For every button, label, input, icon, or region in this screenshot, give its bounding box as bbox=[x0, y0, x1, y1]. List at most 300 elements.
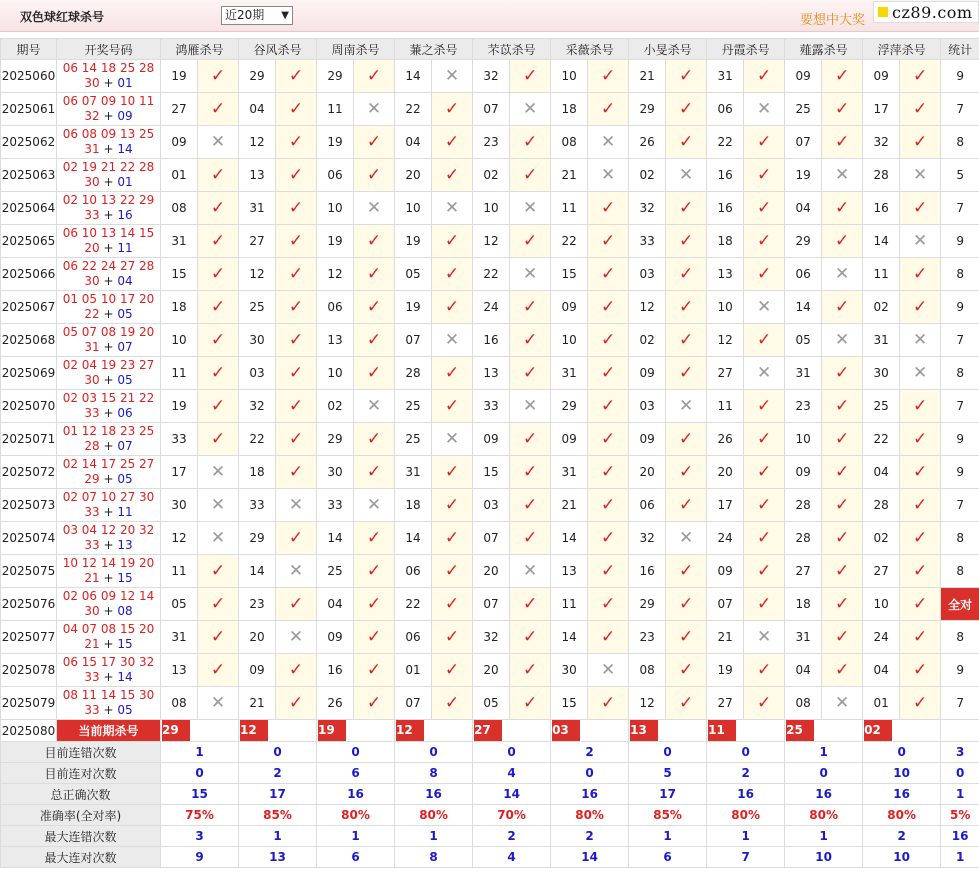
stat-value: 8 bbox=[395, 847, 473, 868]
check-icon: ✓ bbox=[432, 687, 473, 720]
kill-number-cell: 06 bbox=[317, 159, 354, 192]
kill-number-cell: 18 bbox=[785, 588, 822, 621]
check-icon: ✓ bbox=[198, 588, 239, 621]
stat-value: 10 bbox=[785, 847, 863, 868]
stat-value: 2 bbox=[239, 763, 317, 784]
plus-sign: + bbox=[99, 241, 118, 255]
red-balls-line: 06 07 09 10 11 bbox=[62, 94, 155, 108]
check-icon: ✓ bbox=[588, 291, 629, 324]
check-icon: ✓ bbox=[744, 522, 785, 555]
issue-cell: 2025062 bbox=[1, 126, 57, 159]
check-icon: ✓ bbox=[588, 423, 629, 456]
kill-number-cell: 07 bbox=[473, 588, 510, 621]
col-header-expert: 采薇杀号 bbox=[551, 39, 629, 60]
stat-value: 1 bbox=[161, 742, 239, 763]
check-icon: ✓ bbox=[588, 489, 629, 522]
cross-icon: ✕ bbox=[354, 192, 395, 225]
cross-icon: ✕ bbox=[198, 456, 239, 489]
kill-number-cell: 32 bbox=[239, 390, 276, 423]
check-icon: ✓ bbox=[510, 126, 551, 159]
check-icon: ✓ bbox=[198, 357, 239, 390]
draw-numbers-cell bbox=[57, 489, 161, 522]
check-icon: ✓ bbox=[510, 522, 551, 555]
check-icon: ✓ bbox=[432, 291, 473, 324]
kill-number-cell: 11 bbox=[551, 588, 588, 621]
kill-number-cell: 02 bbox=[629, 159, 666, 192]
check-icon: ✓ bbox=[822, 291, 863, 324]
period-select[interactable] bbox=[221, 6, 293, 25]
kill-number-cell: 25 bbox=[317, 555, 354, 588]
red-ball-last: 21 bbox=[84, 637, 100, 651]
kill-number-cell: 09 bbox=[161, 126, 198, 159]
kill-number-cell: 01 bbox=[863, 687, 900, 720]
kill-number-cell: 33 bbox=[239, 489, 276, 522]
check-icon: ✓ bbox=[432, 588, 473, 621]
check-icon: ✓ bbox=[822, 126, 863, 159]
kill-number-cell: 21 bbox=[629, 60, 666, 93]
issue-cell: 2025060 bbox=[1, 60, 57, 93]
draw-numbers-cell bbox=[57, 522, 161, 555]
red-ball-last: 30 bbox=[84, 274, 100, 288]
check-icon: ✓ bbox=[900, 423, 941, 456]
check-icon: ✓ bbox=[276, 192, 317, 225]
table-row bbox=[1, 489, 979, 522]
red-blue-line bbox=[57, 571, 160, 586]
check-icon: ✓ bbox=[744, 555, 785, 588]
check-icon: ✓ bbox=[354, 225, 395, 258]
kill-number-cell: 10 bbox=[161, 324, 198, 357]
cross-icon: ✕ bbox=[744, 621, 785, 654]
issue-cell: 2025065 bbox=[1, 225, 57, 258]
stat-row bbox=[1, 805, 979, 826]
kill-number-cell: 15 bbox=[551, 687, 588, 720]
stat-value: 6 bbox=[317, 847, 395, 868]
check-icon: ✓ bbox=[432, 93, 473, 126]
kill-number-cell: 13 bbox=[161, 654, 198, 687]
check-icon: ✓ bbox=[900, 621, 941, 654]
blue-ball: 05 bbox=[117, 703, 133, 717]
issue-cell: 2025061 bbox=[1, 93, 57, 126]
check-icon: ✓ bbox=[588, 522, 629, 555]
issue-cell: 2025071 bbox=[1, 423, 57, 456]
table-row bbox=[1, 60, 979, 93]
stat-value: 1 bbox=[941, 784, 979, 805]
stat-value: 1 bbox=[941, 847, 979, 868]
cross-icon: ✕ bbox=[432, 60, 473, 93]
plus-sign: + bbox=[99, 175, 118, 189]
check-icon: ✓ bbox=[588, 93, 629, 126]
red-ball-last: 32 bbox=[84, 109, 100, 123]
stat-value: 80% bbox=[551, 805, 629, 826]
kill-number-cell: 13 bbox=[707, 258, 744, 291]
cross-icon: ✕ bbox=[744, 93, 785, 126]
check-icon: ✓ bbox=[822, 390, 863, 423]
col-header-expert: 小旻杀号 bbox=[629, 39, 707, 60]
kill-number-cell: 03 bbox=[239, 357, 276, 390]
red-ball-last: 30 bbox=[84, 373, 100, 387]
kill-number-cell: 19 bbox=[785, 159, 822, 192]
kill-number-cell: 18 bbox=[551, 93, 588, 126]
kill-number-cell: 09 bbox=[707, 555, 744, 588]
kill-number-cell: 28 bbox=[785, 522, 822, 555]
check-icon: ✓ bbox=[510, 225, 551, 258]
kill-number-cell: 30 bbox=[863, 357, 900, 390]
check-icon: ✓ bbox=[432, 654, 473, 687]
header-row bbox=[1, 39, 979, 60]
red-blue-line bbox=[57, 406, 160, 421]
kill-number-cell: 20 bbox=[707, 456, 744, 489]
kill-number-cell: 07 bbox=[707, 588, 744, 621]
check-icon: ✓ bbox=[666, 687, 707, 720]
stat-value: 17 bbox=[629, 784, 707, 805]
draw-numbers-cell bbox=[57, 291, 161, 324]
check-icon: ✓ bbox=[666, 621, 707, 654]
kill-number-cell: 12 bbox=[629, 291, 666, 324]
red-balls-line: 01 12 18 23 25 bbox=[62, 424, 155, 438]
kill-number-cell: 07 bbox=[395, 687, 432, 720]
table-row bbox=[1, 126, 979, 159]
kill-number-cell: 29 bbox=[317, 60, 354, 93]
red-balls-line: 06 08 09 13 25 bbox=[62, 127, 155, 141]
kill-number-cell: 08 bbox=[629, 654, 666, 687]
current-kill-cell bbox=[317, 720, 395, 742]
kill-number-cell: 24 bbox=[863, 621, 900, 654]
site-logo[interactable] bbox=[873, 1, 979, 23]
kill-number-cell: 16 bbox=[707, 159, 744, 192]
plus-sign: + bbox=[99, 340, 118, 354]
correct-count-cell: 9 bbox=[941, 423, 979, 456]
kill-number-cell: 20 bbox=[473, 555, 510, 588]
all-correct-badge: 全对 bbox=[941, 588, 979, 621]
cross-icon: ✕ bbox=[432, 423, 473, 456]
stat-label: 最大连对次数 bbox=[1, 847, 161, 868]
kill-number-cell: 16 bbox=[863, 192, 900, 225]
check-icon: ✓ bbox=[666, 225, 707, 258]
check-icon: ✓ bbox=[588, 456, 629, 489]
red-blue-line bbox=[57, 274, 160, 289]
blue-ball: 07 bbox=[117, 439, 133, 453]
kill-number-cell: 12 bbox=[629, 687, 666, 720]
check-icon: ✓ bbox=[198, 390, 239, 423]
draw-numbers-cell bbox=[57, 390, 161, 423]
plus-sign: + bbox=[99, 571, 118, 585]
kill-number-cell: 19 bbox=[161, 60, 198, 93]
table-row bbox=[1, 654, 979, 687]
check-icon: ✓ bbox=[510, 654, 551, 687]
kill-number-cell: 01 bbox=[395, 654, 432, 687]
kill-number-cell: 12 bbox=[473, 225, 510, 258]
logo-square-icon bbox=[878, 7, 888, 17]
draw-numbers-cell bbox=[57, 258, 161, 291]
logo-text: cz89.com bbox=[892, 3, 973, 22]
draw-numbers-cell bbox=[57, 456, 161, 489]
col-header-expert: 周南杀号 bbox=[317, 39, 395, 60]
stat-value: 2 bbox=[863, 826, 941, 847]
check-icon: ✓ bbox=[354, 621, 395, 654]
red-balls-line: 03 04 12 20 32 bbox=[62, 523, 155, 537]
check-icon: ✓ bbox=[666, 60, 707, 93]
check-icon: ✓ bbox=[900, 687, 941, 720]
stat-row bbox=[1, 742, 979, 763]
current-issue-cell: 2025080 bbox=[1, 720, 57, 742]
draw-numbers-cell bbox=[57, 555, 161, 588]
issue-cell: 2025063 bbox=[1, 159, 57, 192]
red-blue-line bbox=[57, 76, 160, 91]
kill-number-cell: 11 bbox=[317, 93, 354, 126]
kill-number-cell: 17 bbox=[707, 489, 744, 522]
check-icon: ✓ bbox=[354, 687, 395, 720]
current-kill-badge: 12 bbox=[240, 720, 268, 741]
kill-number-cell: 25 bbox=[785, 93, 822, 126]
cross-icon: ✕ bbox=[510, 555, 551, 588]
check-icon: ✓ bbox=[510, 621, 551, 654]
kill-number-cell: 04 bbox=[785, 654, 822, 687]
col-header-expert: 蒹之杀号 bbox=[395, 39, 473, 60]
cross-icon: ✕ bbox=[354, 390, 395, 423]
draw-numbers-cell bbox=[57, 324, 161, 357]
check-icon: ✓ bbox=[822, 93, 863, 126]
kill-number-cell: 19 bbox=[707, 654, 744, 687]
check-icon: ✓ bbox=[822, 357, 863, 390]
check-icon: ✓ bbox=[900, 555, 941, 588]
check-icon: ✓ bbox=[432, 489, 473, 522]
stat-value: 16 bbox=[785, 784, 863, 805]
blue-ball: 01 bbox=[117, 76, 133, 90]
kill-number-cell: 12 bbox=[161, 522, 198, 555]
kill-number-cell: 16 bbox=[707, 192, 744, 225]
kill-number-cell: 06 bbox=[785, 258, 822, 291]
cross-icon: ✕ bbox=[198, 522, 239, 555]
stat-value: 0 bbox=[239, 742, 317, 763]
kill-number-cell: 21 bbox=[707, 621, 744, 654]
cross-icon: ✕ bbox=[744, 357, 785, 390]
kill-number-cell: 11 bbox=[863, 258, 900, 291]
stat-value: 16 bbox=[941, 826, 979, 847]
kill-number-cell: 25 bbox=[239, 291, 276, 324]
stat-value: 16 bbox=[395, 784, 473, 805]
red-balls-line: 08 11 14 15 30 bbox=[62, 688, 155, 702]
blue-ball: 05 bbox=[117, 472, 133, 486]
correct-count-cell: 7 bbox=[941, 324, 979, 357]
stat-value: 80% bbox=[395, 805, 473, 826]
check-icon: ✓ bbox=[822, 192, 863, 225]
stat-value: 2 bbox=[551, 742, 629, 763]
stat-value: 0 bbox=[629, 742, 707, 763]
correct-count-cell: 8 bbox=[941, 522, 979, 555]
check-icon: ✓ bbox=[276, 390, 317, 423]
table-row bbox=[1, 93, 979, 126]
check-icon: ✓ bbox=[276, 258, 317, 291]
current-kill-cell bbox=[707, 720, 785, 742]
kill-number-cell: 22 bbox=[239, 423, 276, 456]
stat-row bbox=[1, 847, 979, 868]
red-balls-line: 06 14 18 25 28 bbox=[62, 61, 155, 75]
red-blue-line bbox=[57, 241, 160, 256]
kill-number-cell: 20 bbox=[473, 654, 510, 687]
plus-sign: + bbox=[99, 142, 118, 156]
cross-icon: ✕ bbox=[354, 489, 395, 522]
check-icon: ✓ bbox=[198, 555, 239, 588]
kill-number-cell: 33 bbox=[473, 390, 510, 423]
stat-value: 6 bbox=[629, 847, 707, 868]
table-row bbox=[1, 687, 979, 720]
cross-icon: ✕ bbox=[510, 390, 551, 423]
current-kill-badge: 11 bbox=[708, 720, 736, 741]
check-icon: ✓ bbox=[198, 258, 239, 291]
check-icon: ✓ bbox=[432, 456, 473, 489]
kill-number-cell: 03 bbox=[473, 489, 510, 522]
correct-count-cell: 8 bbox=[941, 357, 979, 390]
check-icon: ✓ bbox=[354, 291, 395, 324]
kill-number-cell: 09 bbox=[473, 423, 510, 456]
cross-icon: ✕ bbox=[354, 93, 395, 126]
red-ball-last: 33 bbox=[84, 670, 100, 684]
table-row bbox=[1, 522, 979, 555]
kill-number-cell: 23 bbox=[239, 588, 276, 621]
correct-count-cell: 8 bbox=[941, 555, 979, 588]
current-kill-badge: 19 bbox=[318, 720, 346, 741]
stat-value: 70% bbox=[473, 805, 551, 826]
stat-value: 14 bbox=[551, 847, 629, 868]
check-icon: ✓ bbox=[666, 291, 707, 324]
check-icon: ✓ bbox=[900, 654, 941, 687]
check-icon: ✓ bbox=[510, 357, 551, 390]
kill-number-cell: 10 bbox=[317, 357, 354, 390]
draw-numbers-cell bbox=[57, 159, 161, 192]
red-ball-last: 33 bbox=[84, 406, 100, 420]
kill-number-cell: 14 bbox=[395, 522, 432, 555]
kill-number-cell: 19 bbox=[395, 225, 432, 258]
kill-number-cell: 16 bbox=[629, 555, 666, 588]
stat-value: 0 bbox=[317, 742, 395, 763]
red-balls-line: 04 07 08 15 20 bbox=[62, 622, 155, 636]
stat-value: 14 bbox=[473, 784, 551, 805]
blue-ball: 07 bbox=[117, 340, 133, 354]
draw-numbers-cell bbox=[57, 588, 161, 621]
stat-label: 准确率(全对率) bbox=[1, 805, 161, 826]
red-balls-line: 02 03 15 21 22 bbox=[62, 391, 155, 405]
red-blue-line bbox=[57, 373, 160, 388]
kill-number-cell: 27 bbox=[707, 357, 744, 390]
red-blue-line bbox=[57, 208, 160, 223]
check-icon: ✓ bbox=[276, 126, 317, 159]
kill-number-cell: 31 bbox=[395, 456, 432, 489]
check-icon: ✓ bbox=[510, 159, 551, 192]
kill-number-cell: 19 bbox=[395, 291, 432, 324]
draw-numbers-cell bbox=[57, 126, 161, 159]
check-icon: ✓ bbox=[510, 324, 551, 357]
kill-number-cell: 31 bbox=[785, 357, 822, 390]
col-header-expert: 浮萍杀号 bbox=[863, 39, 941, 60]
check-icon: ✓ bbox=[666, 324, 707, 357]
kill-number-cell: 08 bbox=[161, 687, 198, 720]
col-header-expert: 丹霞杀号 bbox=[707, 39, 785, 60]
col-header-count: 统计 bbox=[941, 39, 979, 60]
red-ball-last: 33 bbox=[84, 538, 100, 552]
kill-number-cell: 05 bbox=[161, 588, 198, 621]
kill-number-cell: 23 bbox=[629, 621, 666, 654]
red-balls-line: 02 04 19 23 27 bbox=[62, 358, 155, 372]
check-icon: ✓ bbox=[666, 93, 707, 126]
stat-value: 1 bbox=[239, 826, 317, 847]
kill-number-cell: 22 bbox=[395, 588, 432, 621]
stat-value: 7 bbox=[707, 847, 785, 868]
check-icon: ✓ bbox=[276, 93, 317, 126]
kill-number-cell: 30 bbox=[161, 489, 198, 522]
cross-icon: ✕ bbox=[198, 126, 239, 159]
cross-icon: ✕ bbox=[666, 159, 707, 192]
red-blue-line bbox=[57, 175, 160, 190]
kill-number-cell: 32 bbox=[473, 60, 510, 93]
stat-value: 80% bbox=[863, 805, 941, 826]
kill-number-cell: 27 bbox=[161, 93, 198, 126]
red-balls-line: 01 05 10 17 20 bbox=[62, 292, 155, 306]
correct-count-cell: 7 bbox=[941, 489, 979, 522]
blue-ball: 06 bbox=[117, 406, 133, 420]
plus-sign: + bbox=[99, 76, 118, 90]
kill-number-cell: 25 bbox=[395, 423, 432, 456]
kill-number-cell: 13 bbox=[551, 555, 588, 588]
kill-number-cell: 22 bbox=[473, 258, 510, 291]
kill-number-cell: 23 bbox=[473, 126, 510, 159]
kill-number-cell: 13 bbox=[239, 159, 276, 192]
kill-number-cell: 02 bbox=[629, 324, 666, 357]
stat-value: 80% bbox=[707, 805, 785, 826]
blue-ball: 08 bbox=[117, 604, 133, 618]
check-icon: ✓ bbox=[354, 456, 395, 489]
kill-number-cell: 14 bbox=[395, 60, 432, 93]
current-kill-badge: 12 bbox=[396, 720, 424, 741]
kill-number-cell: 09 bbox=[629, 357, 666, 390]
cross-icon: ✕ bbox=[744, 291, 785, 324]
check-icon: ✓ bbox=[588, 258, 629, 291]
check-icon: ✓ bbox=[276, 654, 317, 687]
col-header-expert: 鸿雁杀号 bbox=[161, 39, 239, 60]
blue-ball: 11 bbox=[117, 505, 133, 519]
check-icon: ✓ bbox=[198, 192, 239, 225]
current-kill-cell bbox=[863, 720, 941, 742]
check-icon: ✓ bbox=[432, 159, 473, 192]
kill-number-cell: 15 bbox=[473, 456, 510, 489]
check-icon: ✓ bbox=[744, 192, 785, 225]
kill-number-cell: 14 bbox=[551, 621, 588, 654]
check-icon: ✓ bbox=[510, 456, 551, 489]
kill-number-cell: 08 bbox=[551, 126, 588, 159]
check-icon: ✓ bbox=[276, 324, 317, 357]
check-icon: ✓ bbox=[900, 588, 941, 621]
plus-sign: + bbox=[99, 538, 118, 552]
check-icon: ✓ bbox=[276, 588, 317, 621]
draw-numbers-cell bbox=[57, 225, 161, 258]
kill-number-cell: 16 bbox=[473, 324, 510, 357]
kill-number-cell: 05 bbox=[395, 258, 432, 291]
kill-number-cell: 31 bbox=[551, 357, 588, 390]
kill-number-cell: 10 bbox=[863, 588, 900, 621]
correct-count-cell: 9 bbox=[941, 456, 979, 489]
correct-count-cell: 9 bbox=[941, 654, 979, 687]
kill-number-cell: 27 bbox=[239, 225, 276, 258]
check-icon: ✓ bbox=[510, 588, 551, 621]
kill-number-cell: 06 bbox=[395, 555, 432, 588]
blue-ball: 11 bbox=[117, 241, 133, 255]
red-ball-last: 33 bbox=[84, 208, 100, 222]
check-icon: ✓ bbox=[588, 60, 629, 93]
check-icon: ✓ bbox=[510, 60, 551, 93]
cross-icon: ✕ bbox=[198, 489, 239, 522]
issue-cell: 2025066 bbox=[1, 258, 57, 291]
kill-number-cell: 20 bbox=[395, 159, 432, 192]
kill-number-cell: 14 bbox=[551, 522, 588, 555]
